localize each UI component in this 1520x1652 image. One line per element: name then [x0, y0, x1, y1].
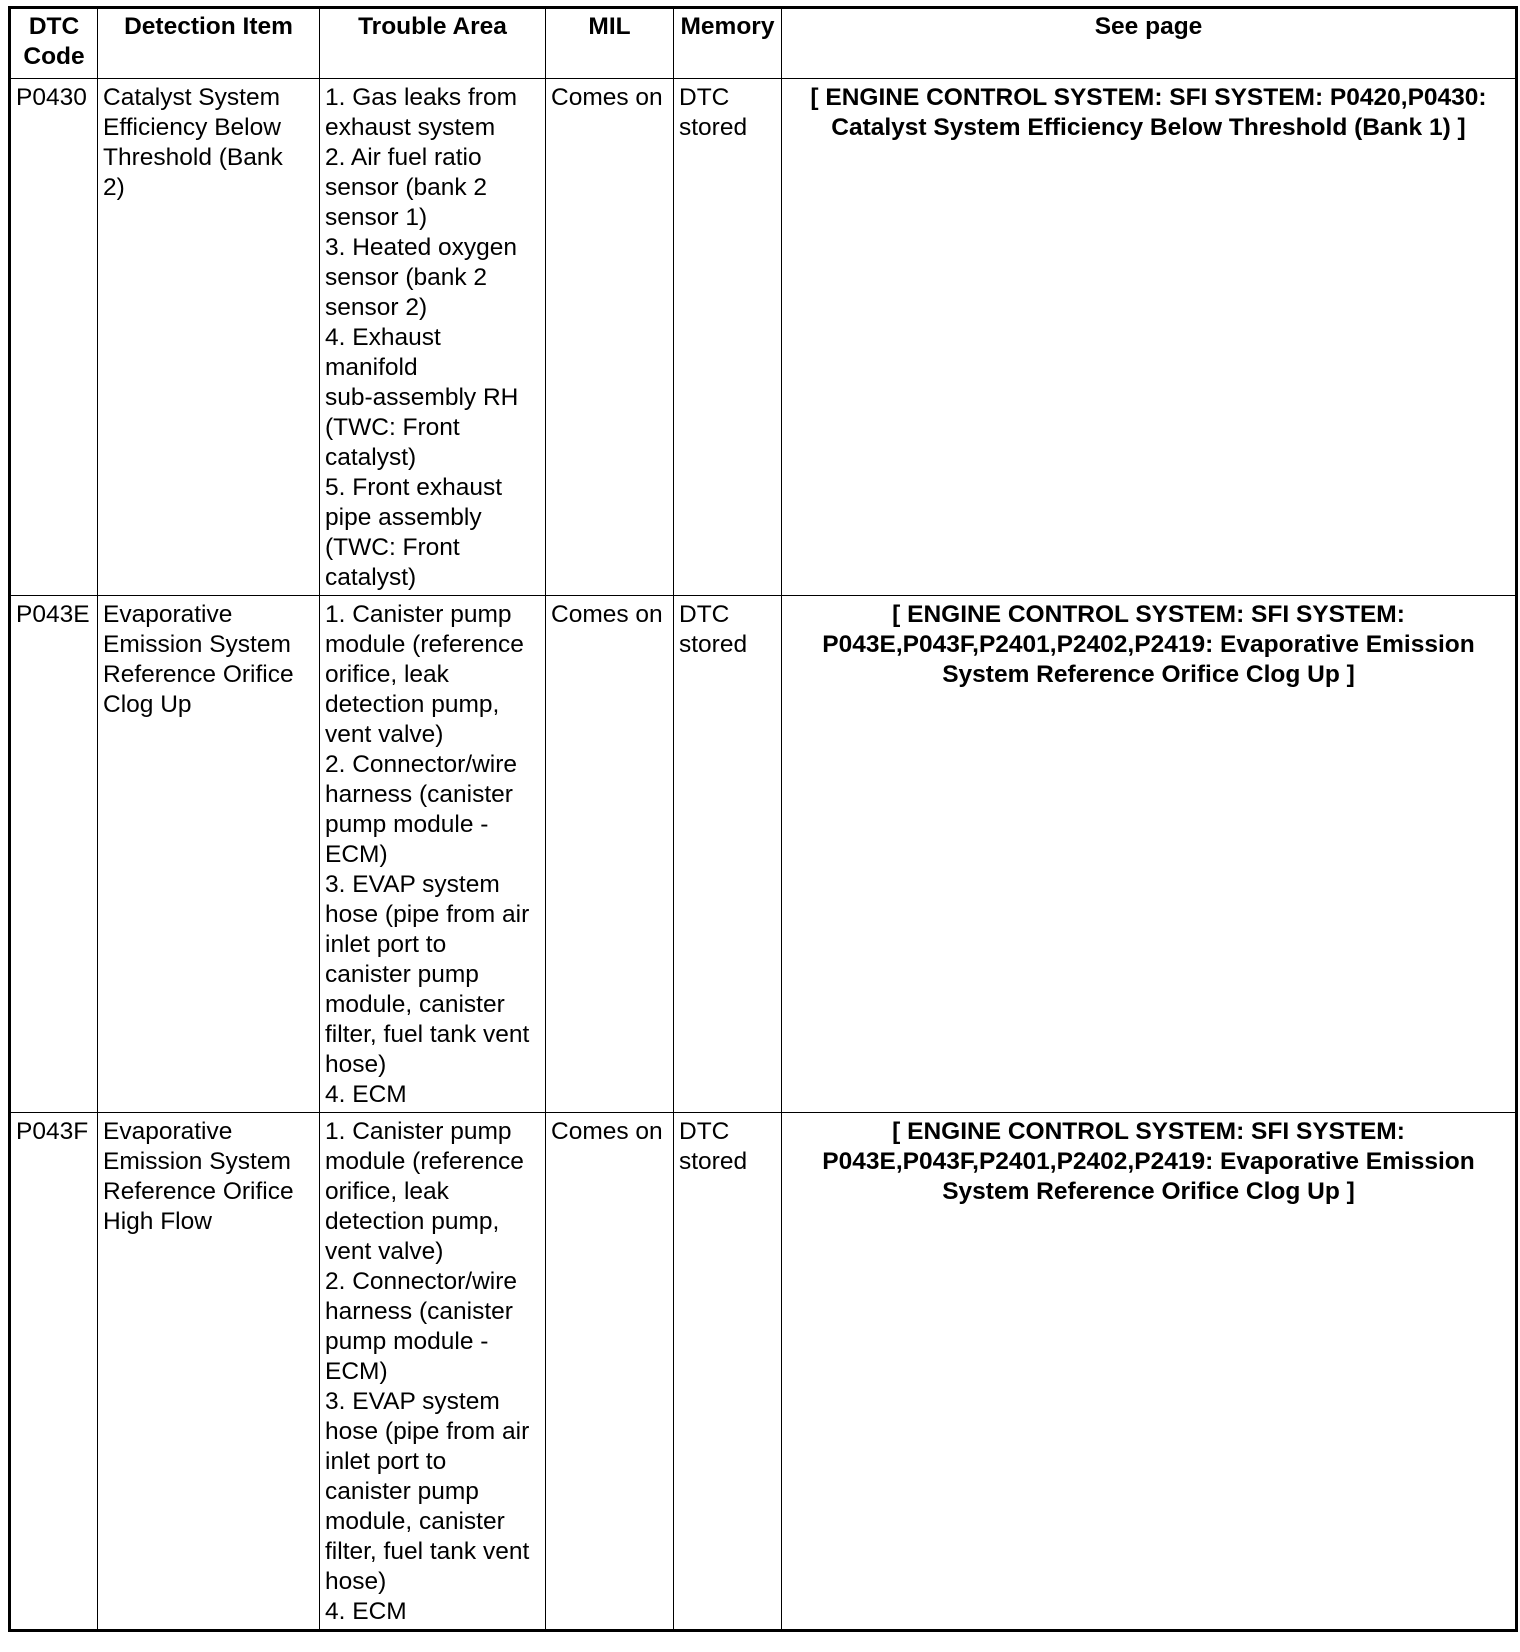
dtc-table: [8, 6, 1518, 1632]
trouble-area-line: 4. Exhaust: [325, 324, 441, 351]
trouble-area-line: pump module -: [325, 1328, 489, 1355]
see-page-link[interactable]: P043E,P043F,P2401,P2402,P2419: Evaporative Emission: [822, 631, 1475, 658]
table-body: [10, 79, 1517, 1631]
trouble-area-line: pump module -: [325, 811, 489, 838]
header-detection-item: Detection Item: [98, 8, 320, 79]
trouble-area-line: sensor (bank 2: [325, 264, 488, 291]
header-dtc-code: [10, 8, 98, 79]
trouble-area-line: catalyst): [325, 564, 417, 591]
trouble-area-line: hose): [325, 1568, 387, 1595]
memory-line: stored: [679, 114, 748, 141]
detection-item-line: Reference Orifice: [103, 661, 294, 688]
see-page-link[interactable]: P043E,P043F,P2401,P2402,P2419: Evaporative Emission: [822, 1148, 1475, 1175]
table-row: [10, 1113, 1517, 1631]
trouble-area-line: (TWC: Front: [325, 414, 460, 441]
see-page-link[interactable]: [ ENGINE CONTROL SYSTEM: SFI SYSTEM:: [892, 601, 1405, 628]
see-page-link[interactable]: [ ENGINE CONTROL SYSTEM: SFI SYSTEM: P0420,P0430:: [810, 84, 1487, 111]
trouble-area-cell: [320, 79, 546, 596]
memory-cell: [674, 596, 782, 1113]
trouble-area-line: 1. Canister pump: [325, 1118, 512, 1145]
trouble-area-line: harness (canister: [325, 781, 513, 808]
trouble-area-line: 3. Heated oxygen: [325, 234, 518, 261]
trouble-area-line: hose (pipe from air: [325, 901, 530, 928]
mil-cell: Comes on: [546, 1113, 674, 1631]
detection-item-cell: [98, 79, 320, 596]
header-dtc-code-line: DTC: [28, 13, 80, 40]
header-mil: MIL: [546, 8, 674, 79]
memory-line: stored: [679, 631, 748, 658]
trouble-area-line: ECM): [325, 1358, 388, 1385]
detection-item-line: Clog Up: [103, 691, 192, 718]
see-page-link[interactable]: Catalyst System Efficiency Below Threshold (Bank 1) ]: [831, 114, 1466, 141]
detection-item-line: High Flow: [103, 1208, 212, 1235]
header-memory: Memory: [674, 8, 782, 79]
trouble-area-line: sensor (bank 2: [325, 174, 488, 201]
memory-cell: [674, 1113, 782, 1631]
header-row: [10, 8, 1517, 79]
trouble-area-line: vent valve): [325, 1238, 444, 1265]
memory-line: DTC: [679, 84, 730, 111]
trouble-area-line: sensor 1): [325, 204, 428, 231]
trouble-area-line: harness (canister: [325, 1298, 513, 1325]
see-page-cell: [782, 79, 1517, 596]
mil-cell: Comes on: [546, 596, 674, 1113]
trouble-area-line: sub-assembly RH: [325, 384, 519, 411]
trouble-area-line: inlet port to: [325, 1448, 447, 1475]
mil-cell: Comes on: [546, 79, 674, 596]
detection-item-cell: [98, 1113, 320, 1631]
trouble-area-line: 2. Connector/wire: [325, 751, 518, 778]
trouble-area-line: 2. Air fuel ratio: [325, 144, 482, 171]
detection-item-line: Emission System: [103, 631, 291, 658]
dtc-code-cell: P0430: [10, 79, 98, 596]
trouble-area-cell: [320, 1113, 546, 1631]
trouble-area-line: detection pump,: [325, 1208, 500, 1235]
header-dtc-code-line: Code: [23, 43, 85, 70]
trouble-area-line: manifold: [325, 354, 418, 381]
memory-line: DTC: [679, 1118, 730, 1145]
trouble-area-line: module (reference: [325, 1148, 524, 1175]
see-page-link[interactable]: System Reference Orifice Clog Up ]: [942, 1178, 1355, 1205]
memory-cell: [674, 79, 782, 596]
trouble-area-line: module (reference: [325, 631, 524, 658]
trouble-area-line: 3. EVAP system: [325, 1388, 500, 1415]
see-page-cell: [782, 1113, 1517, 1631]
trouble-area-line: 1. Canister pump: [325, 601, 512, 628]
trouble-area-line: vent valve): [325, 721, 444, 748]
dtc-code-cell: P043F: [10, 1113, 98, 1631]
trouble-area-line: hose (pipe from air: [325, 1418, 530, 1445]
trouble-area-line: (TWC: Front: [325, 534, 460, 561]
trouble-area-cell: [320, 596, 546, 1113]
detection-item-line: Efficiency Below: [103, 114, 281, 141]
trouble-area-line: detection pump,: [325, 691, 500, 718]
detection-item-cell: [98, 596, 320, 1113]
memory-line: stored: [679, 1148, 748, 1175]
trouble-area-line: canister pump: [325, 961, 479, 988]
trouble-area-line: 2. Connector/wire: [325, 1268, 518, 1295]
see-page-cell: [782, 596, 1517, 1113]
detection-item-line: 2): [103, 174, 125, 201]
trouble-area-line: pipe assembly: [325, 504, 482, 531]
trouble-area-line: 3. EVAP system: [325, 871, 500, 898]
trouble-area-line: 5. Front exhaust: [325, 474, 503, 501]
header-trouble-area: Trouble Area: [320, 8, 546, 79]
header-see-page: See page: [782, 8, 1517, 79]
trouble-area-line: 4. ECM: [325, 1081, 407, 1108]
see-page-link[interactable]: System Reference Orifice Clog Up ]: [942, 661, 1355, 688]
trouble-area-line: filter, fuel tank vent: [325, 1021, 530, 1048]
trouble-area-line: sensor 2): [325, 294, 428, 321]
dtc-table-container: [8, 6, 1518, 1632]
detection-item-line: Emission System: [103, 1148, 291, 1175]
trouble-area-line: exhaust system: [325, 114, 496, 141]
trouble-area-line: 1. Gas leaks from: [325, 84, 517, 111]
see-page-link[interactable]: [ ENGINE CONTROL SYSTEM: SFI SYSTEM:: [892, 1118, 1405, 1145]
trouble-area-line: inlet port to: [325, 931, 447, 958]
trouble-area-line: hose): [325, 1051, 387, 1078]
detection-item-line: Evaporative: [103, 601, 233, 628]
table-row: [10, 79, 1517, 596]
trouble-area-line: ECM): [325, 841, 388, 868]
trouble-area-line: 4. ECM: [325, 1598, 407, 1625]
detection-item-line: Evaporative: [103, 1118, 233, 1145]
detection-item-line: Catalyst System: [103, 84, 280, 111]
trouble-area-line: filter, fuel tank vent: [325, 1538, 530, 1565]
table-header: [10, 8, 1517, 79]
trouble-area-line: orifice, leak: [325, 661, 449, 688]
trouble-area-line: orifice, leak: [325, 1178, 449, 1205]
trouble-area-line: canister pump: [325, 1478, 479, 1505]
trouble-area-line: module, canister: [325, 1508, 505, 1535]
trouble-area-line: module, canister: [325, 991, 505, 1018]
table-row: [10, 596, 1517, 1113]
detection-item-line: Threshold (Bank: [103, 144, 283, 171]
detection-item-line: Reference Orifice: [103, 1178, 294, 1205]
dtc-code-cell: P043E: [10, 596, 98, 1113]
trouble-area-line: catalyst): [325, 444, 417, 471]
memory-line: DTC: [679, 601, 730, 628]
